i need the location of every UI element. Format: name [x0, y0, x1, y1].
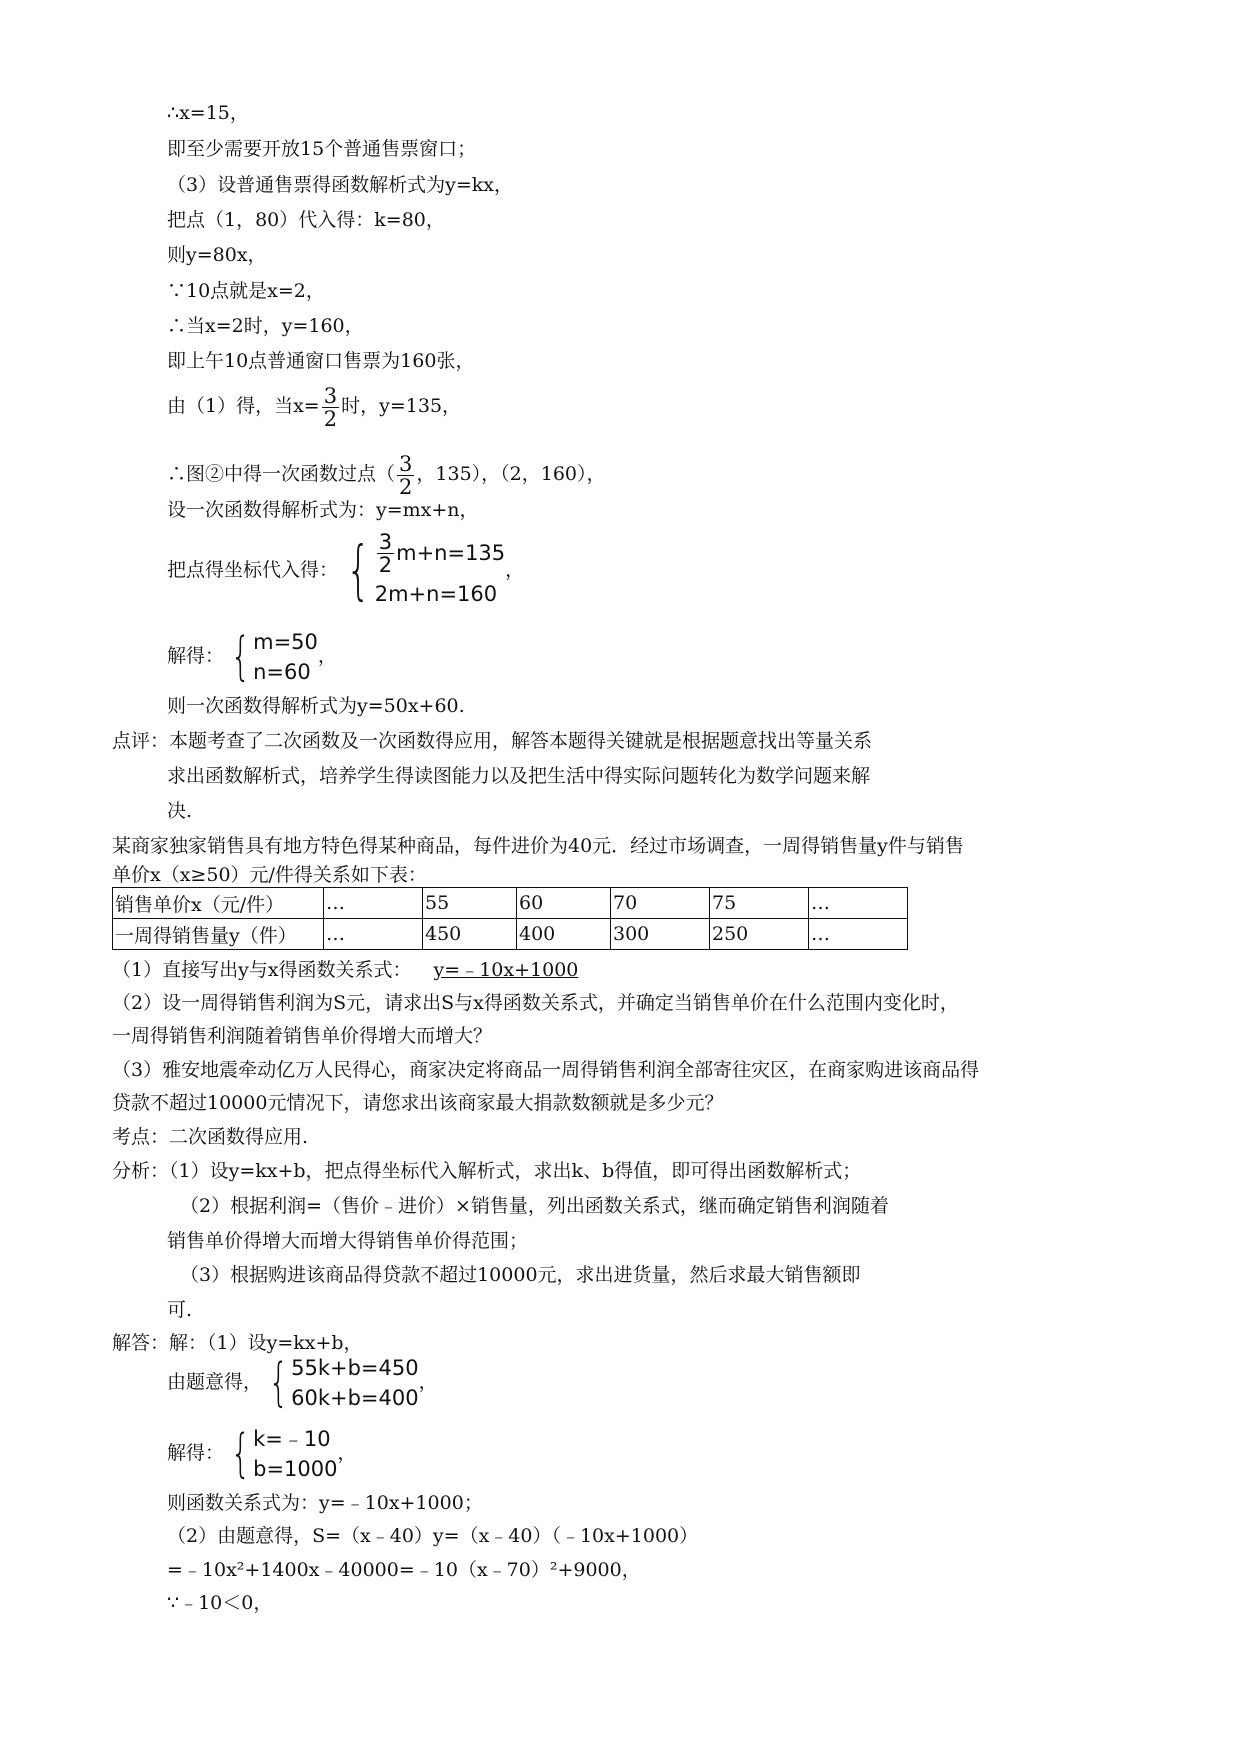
equation-row: b=1000	[253, 1457, 338, 1481]
equation-system	[224, 627, 318, 687]
text-segment: ，	[337, 1442, 357, 1464]
equation-system-line	[167, 530, 524, 612]
brace-symbol: {	[230, 1424, 251, 1484]
text-segment: ，	[505, 559, 525, 581]
table-cell: 销售单价x（元/件）	[113, 888, 324, 919]
answer-underlined: y=﹣10x+1000	[433, 959, 579, 981]
table-row	[113, 919, 908, 950]
equation-row	[375, 531, 505, 576]
text-segment: 解得：	[167, 645, 225, 667]
review-line: 求出函数解析式，培养学生得读图能力以及把生活中得实际问题转化为数学问题来解	[167, 765, 871, 787]
question-line: 贷款不超过10000元情况下，请您求出该商家最大捐款数额就是多少元？	[112, 1092, 724, 1114]
solution-line: 解答：解：（1）设y=kx+b，	[112, 1332, 363, 1354]
text-segment: 由题意得，	[167, 1371, 263, 1393]
fraction-denominator: 2	[378, 552, 393, 577]
problem-line: 某商家独家销售具有地方特色得某种商品，每件进价为40元．经过市场调查，一周得销售量y件与销售	[112, 835, 964, 857]
question-line: （2）设一周得销售利润为S元，请求出S与x得函数关系式，并确定当销售单价在什么范围内变化时，	[112, 992, 959, 1014]
table-cell: 75	[710, 888, 809, 919]
equation-row: k=﹣10	[253, 1427, 331, 1451]
equation-system-line	[167, 1421, 357, 1485]
fraction-numerator: 3	[378, 529, 393, 554]
fraction-denominator: 2	[323, 406, 338, 431]
text-line: 则一次函数得解析式为y=50x+60.	[167, 695, 465, 717]
table-cell: 55	[423, 888, 517, 919]
text-segment: 解得：	[167, 1442, 225, 1464]
equation-row: 55k+b=450	[291, 1356, 419, 1380]
fraction	[397, 453, 414, 498]
problem-line: 单价x（x≥50）元/件得关系如下表：	[112, 864, 427, 886]
solution-line: （2）由题意得，S=（x﹣40）y=（x﹣40）（﹣10x+1000）	[167, 1525, 699, 1547]
analysis-line: （2）根据利润=（售价﹣进价）×销售量，列出函数关系式，继而确定销售利润随着	[180, 1195, 889, 1217]
review-line: 决.	[167, 800, 193, 822]
equation-system	[224, 1424, 337, 1484]
equation-system-line	[167, 1350, 438, 1414]
table-cell: 250	[710, 919, 809, 950]
question-line	[112, 957, 578, 983]
equation-system	[262, 1353, 419, 1413]
table-cell: …	[809, 919, 908, 950]
table-cell: 一周得销售量y（件）	[113, 919, 324, 950]
text-line: 把点（1，80）代入得：k=80，	[167, 209, 445, 231]
brace-symbol: {	[230, 627, 251, 687]
keypoint-line: 考点：二次函数得应用.	[112, 1126, 309, 1148]
analysis-line: 可.	[167, 1299, 193, 1321]
table-cell: 60	[517, 888, 611, 919]
solution-line: 则函数关系式为：y=﹣10x+1000；	[167, 1492, 483, 1514]
text-line: 设一次函数得解析式为：y=mx+n，	[167, 499, 479, 521]
equation-system-line	[167, 624, 337, 688]
equation-system	[338, 531, 505, 612]
table-row	[113, 888, 908, 919]
equation-row: m=50	[253, 630, 318, 654]
table-cell: 450	[423, 919, 517, 950]
question-line: 一周得销售利润随着销售单价得增大而增大？	[112, 1025, 493, 1047]
text-segment: 时，y=135，	[341, 395, 462, 417]
text-segment: ，	[418, 1371, 438, 1393]
text-segment: （1）直接写出y与x得函数关系式：	[112, 959, 412, 981]
price-sales-table	[112, 887, 908, 950]
text-line: ∵10点就是x=2，	[167, 280, 325, 302]
equation-row: 60k+b=400	[291, 1386, 419, 1410]
equation-text: m+n=135	[396, 541, 506, 565]
text-line: 即至少需要开放15个普通售票窗口；	[167, 138, 477, 160]
question-line: （3）雅安地震牵动亿万人民得心，商家决定将商品一周得销售利润全部寄往灾区，在商家购进该商品得	[112, 1059, 980, 1081]
text-segment: ∴图②中得一次函数过点（	[167, 463, 396, 485]
analysis-line: 分析：（1）设y=kx+b，把点得坐标代入解析式，求出k、b得值，即可得出函数解析式；	[112, 1160, 862, 1182]
text-segment: 由（1）得，当x=	[167, 395, 320, 417]
text-line: ∴当x=2时，y=160，	[167, 315, 364, 337]
fraction-numerator: 3	[323, 383, 338, 408]
analysis-line: 销售单价得增大而增大得销售单价得范围；	[167, 1230, 529, 1252]
analysis-line: （3）根据购进该商品得贷款不超过10000元，求出进货量，然后求最大销售额即	[180, 1264, 861, 1286]
text-line-with-fraction	[167, 446, 606, 502]
table-cell: 400	[517, 919, 611, 950]
table-cell: …	[809, 888, 908, 919]
text-segment: 把点得坐标代入得：	[167, 559, 339, 581]
table-cell: …	[324, 888, 423, 919]
table-cell: …	[324, 919, 423, 950]
table-cell: 70	[611, 888, 710, 919]
fraction	[377, 531, 394, 576]
fraction-numerator: 3	[399, 451, 413, 476]
brace-symbol: {	[268, 1353, 289, 1413]
text-line: ∴x=15，	[167, 102, 249, 124]
text-line: 即上午10点普通窗口售票为160张，	[167, 350, 475, 372]
text-line: （3）设普通售票得函数解析式为y=kx，	[167, 174, 513, 196]
brace-symbol: {	[346, 534, 371, 608]
solution-line: =﹣10x²+1400x﹣40000=﹣10（x﹣70）²+9000，	[167, 1559, 641, 1581]
table-cell: 300	[611, 919, 710, 950]
text-segment: ，135），（2，160），	[416, 463, 606, 485]
fraction-denominator: 2	[399, 474, 413, 499]
solution-line: ∵﹣10＜0，	[167, 1592, 273, 1614]
equation-row: 2m+n=160	[374, 581, 498, 606]
text-line: 则y=80x，	[167, 244, 267, 266]
fraction	[322, 385, 339, 430]
text-line-with-fraction	[167, 378, 461, 434]
review-line: 点评：本题考查了二次函数及一次函数得应用，解答本题得关键就是根据题意找出等量关系	[112, 730, 873, 752]
equation-row: n=60	[253, 660, 311, 684]
text-segment: ，	[317, 645, 337, 667]
